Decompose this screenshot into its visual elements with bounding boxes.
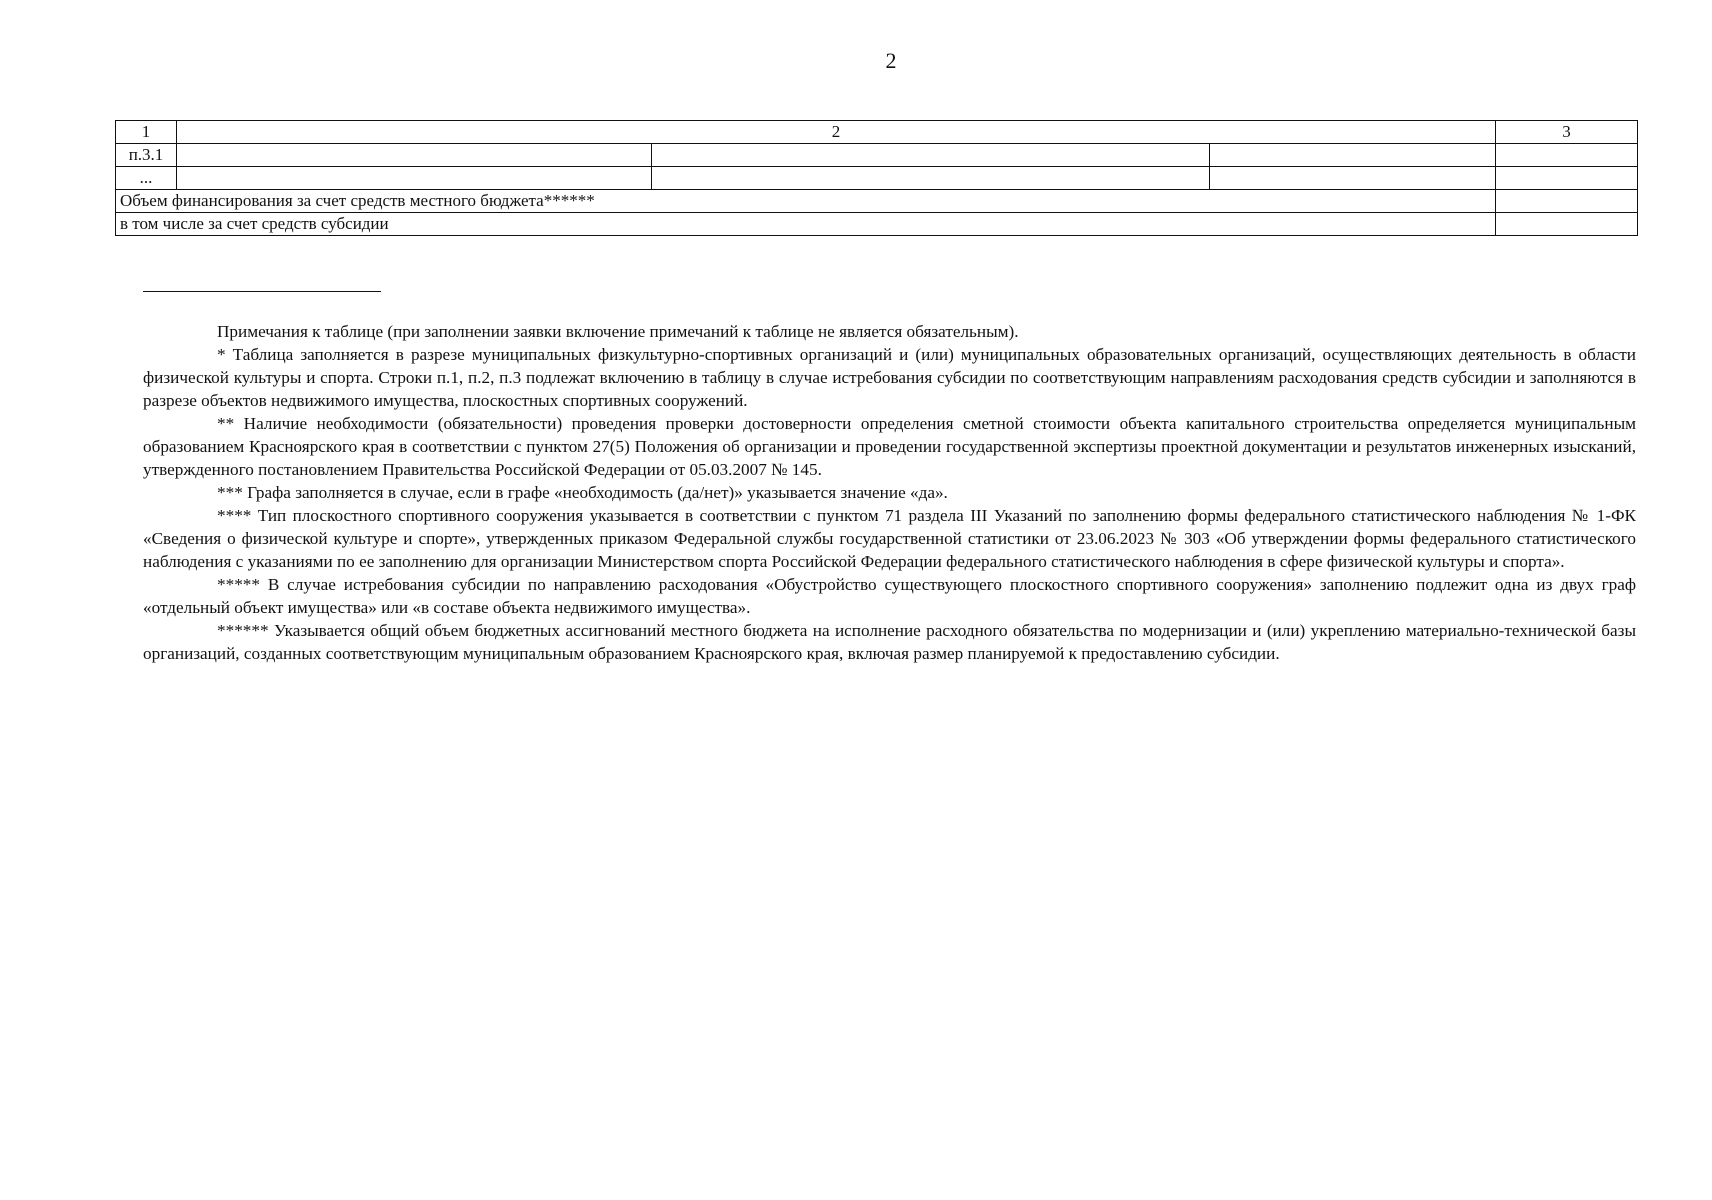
summary-label: Объем финансирования за счет средств местного бюджета****** <box>116 190 1496 213</box>
table-cell <box>652 144 1210 167</box>
row-label: ... <box>116 167 177 190</box>
table-row <box>116 144 1638 167</box>
column-header-1: 1 <box>116 121 177 144</box>
note-2: ** Наличие необходимости (обязательности) проведения проверки достоверности определения сметной стоимости объекта капитального строительства определяется муниципальным образованием Красноярского края в соответствии с пунктом 27(5) Положения об организации и проведении государственной экспертизы проектной документации и результатов инженерных изысканий, утвержденного постановлением Правительства Российской Федерации от 05.03.2007 № 145. <box>143 414 1636 479</box>
table-cell <box>1210 167 1496 190</box>
note-3: *** Графа заполняется в случае, если в графе «необходимость (да/нет)» указывается значение «да». <box>217 483 948 502</box>
table-cell <box>1496 167 1638 190</box>
note-4: **** Тип плоскостного спортивного сооружения указывается в соответствии с пунктом 71 раздела III Указаний по заполнению формы федерального статистического наблюдения № 1-ФК «Сведения о физической культуре и спорте», утвержденных приказом Федеральной службы государственной статистики от 23.06.2023 № 303 «Об утверждении формы федерального статистического наблюдения с указаниями по ее заполнению для организации Министерством спорта Российской Федерации федерального статистического наблюдения в сфере физической культуры и спорта». <box>143 506 1636 571</box>
column-header-2: 2 <box>177 121 1496 144</box>
table-cell <box>1496 144 1638 167</box>
note-5: ***** В случае истребования субсидии по направлению расходования «Обустройство существующего плоскостного спортивного сооружения» заполнению подлежит одна из двух граф «отдельный объект имущества» или «в составе объекта недвижимого имущества». <box>143 575 1636 617</box>
table-cell <box>1496 213 1638 236</box>
table-cell <box>177 144 652 167</box>
table-notes <box>143 320 1636 665</box>
financing-table <box>115 120 1638 236</box>
table-row <box>116 167 1638 190</box>
table-cell <box>652 167 1210 190</box>
row-label: п.3.1 <box>116 144 177 167</box>
summary-row-subsidy <box>116 213 1638 236</box>
summary-label: в том числе за счет средств субсидии <box>116 213 1496 236</box>
column-header-3: 3 <box>1496 121 1638 144</box>
summary-row-local-budget <box>116 190 1638 213</box>
table-header-row <box>116 121 1638 144</box>
footnote-separator <box>143 291 381 292</box>
note-1: * Таблица заполняется в разрезе муниципальных физкультурно-спортивных организаций и (или) муниципальных образовательных организаций, осуществляющих деятельность в области физической культуры и спорта. Строки п.1, п.2, п.3 подлежат включению в таблицу в случае истребования субсидии по соответствующим направлениям расходования средств субсидии и заполняются в разрезе объектов недвижимого имущества, плоскостных спортивных сооружений. <box>143 345 1636 410</box>
notes-intro: Примечания к таблице (при заполнении заявки включение примечаний к таблице не является обязательным). <box>217 322 1019 341</box>
table-cell <box>177 167 652 190</box>
note-6: ****** Указывается общий объем бюджетных ассигнований местного бюджета на исполнение расходного обязательства по модернизации и (или) укреплению материально-технической базы организаций, созданных соответствующим муниципальным образованием Красноярского края, включая размер планируемой к предоставлению субсидии. <box>143 621 1636 663</box>
page-number: 2 <box>885 48 897 73</box>
table-cell <box>1496 190 1638 213</box>
table-cell <box>1210 144 1496 167</box>
